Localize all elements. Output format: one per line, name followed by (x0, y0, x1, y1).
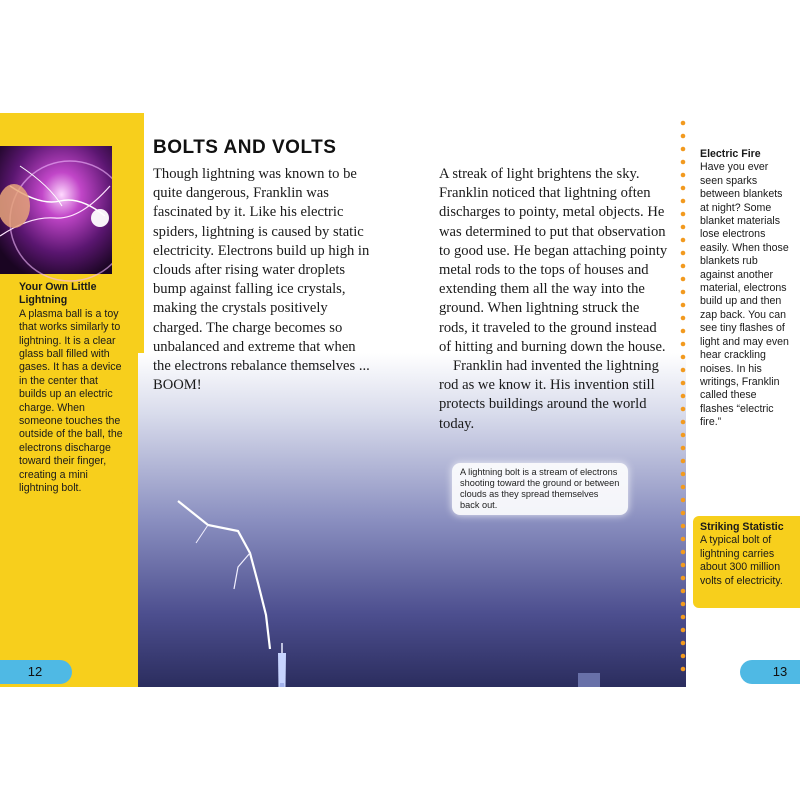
main-column-1: Though lightning was known to be quite dangerous, Franklin was fascinated by it. Like his electric spiders, lightning is caused by static electricity. Electrons build up high in clouds after rising water droplets bump against falling ice crystals, making the crystals positively charged. The charge becomes so unbalanced and extreme that when the electrons rebalance themselves ... BOOM! (153, 166, 370, 394)
divider-dot (681, 498, 686, 503)
divider-dot (681, 355, 686, 360)
electric-fire-box (700, 148, 792, 430)
divider-dot (681, 433, 686, 438)
divider-dot (681, 446, 686, 451)
divider-dot (681, 524, 686, 529)
divider-dot (681, 459, 686, 464)
sidebar-body: A plasma ball is a toy that works similarly to lightning. It is a clear glass ball filled with gases. It has a device in the center that builds up an electric charge. When someone touches the outside of the ball, the electrons discharge toward their finger, creating a mini lightning bolt. (19, 307, 123, 495)
page-number-left: 12 (0, 660, 72, 684)
divider-dot (681, 381, 686, 386)
divider-dot (681, 550, 686, 555)
divider-dot (681, 342, 686, 347)
divider-dot (681, 290, 686, 295)
divider-dot (681, 537, 686, 542)
divider-dot (681, 628, 686, 633)
divider-dot (681, 316, 686, 321)
divider-dot (681, 602, 686, 607)
divider-dot (681, 472, 686, 477)
electric-fire-heading: Electric Fire (700, 148, 761, 160)
page-title: BOLTS AND VOLTS (153, 137, 337, 158)
sidebar-own-lightning (19, 281, 127, 496)
photo-caption: A lightning bolt is a stream of electrons shooting toward the ground or between clouds as they spread themselves back out. (452, 463, 628, 515)
electric-fire-body: Have you ever seen sparks between blankets at night? Some blanket materials lose electrons easily. When those blankets rub against another material, electrons build up and then zap back. You can see tiny flashes of light and may even hear crackling noises. In his writings, Franklin called these flashes “electric fire.” (700, 161, 789, 429)
divider-dot (681, 303, 686, 308)
book-spread (0, 113, 800, 687)
divider-dot (681, 667, 686, 672)
divider-dot (681, 238, 686, 243)
divider-dot (681, 199, 686, 204)
column-2-paragraph-2: Franklin had invented the lightning rod as we know it. His invention still protects buildings around the world today. (439, 358, 659, 432)
divider-dot (681, 277, 686, 282)
divider-dot (681, 563, 686, 568)
column-2-paragraph-1: A streak of light brightens the sky. Franklin noticed that lightning often discharges to pointy, metal objects. He was determined to put that observation to good use. He began attaching pointy metal rods to the tops of houses and extending them all the way into the ground. When lightning struck the rods, it traveled to the ground instead of hitting and burning down the house. (439, 166, 668, 355)
divider-dot (681, 576, 686, 581)
divider-dot (681, 121, 686, 126)
divider-dot (681, 394, 686, 399)
divider-dot (681, 589, 686, 594)
divider-dot (681, 173, 686, 178)
page-number-right: 13 (740, 660, 800, 684)
divider-dot (681, 511, 686, 516)
striking-statistic-body: A typical bolt of lightning carries about 300 million volts of electricity. (700, 534, 783, 587)
divider-dot (681, 420, 686, 425)
divider-dot (681, 147, 686, 152)
divider-dot (681, 212, 686, 217)
divider-dot (681, 225, 686, 230)
divider-dot (681, 186, 686, 191)
main-column-2 (439, 165, 669, 434)
divider-dot (681, 485, 686, 490)
striking-statistic-heading: Striking Statistic (700, 521, 784, 533)
divider-dot (681, 641, 686, 646)
divider-dot (681, 368, 686, 373)
sidebar-heading: Your Own Little Lightning (19, 281, 97, 307)
divider-dot (681, 329, 686, 334)
divider-dot (681, 615, 686, 620)
divider-dot (681, 251, 686, 256)
striking-statistic-box (700, 521, 796, 588)
divider-dot (681, 160, 686, 165)
divider-dot (681, 264, 686, 269)
divider-dot (681, 654, 686, 659)
dotted-divider (679, 117, 687, 687)
divider-dot (681, 134, 686, 139)
divider-dot (681, 407, 686, 412)
